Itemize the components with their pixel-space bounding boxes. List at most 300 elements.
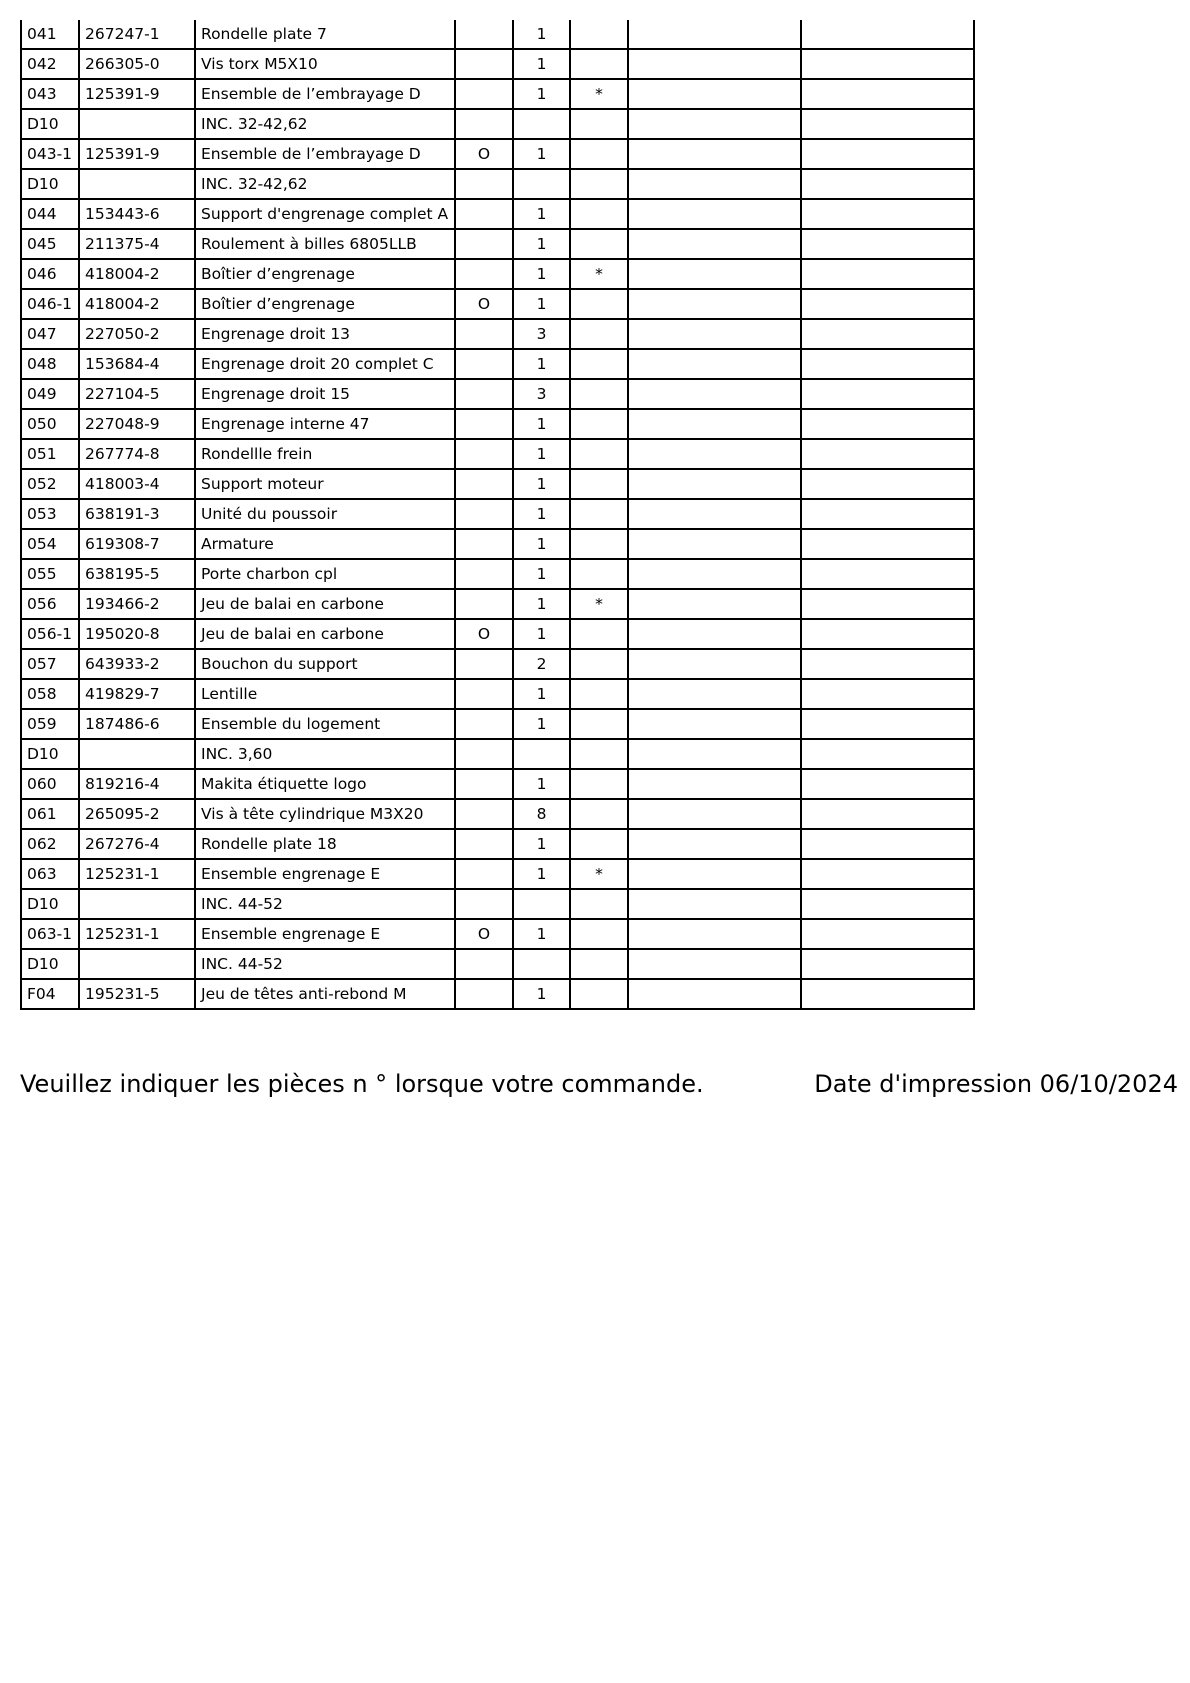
- note-cell: [570, 979, 628, 1009]
- parts-table: [20, 20, 975, 1010]
- option-cell: [455, 409, 513, 439]
- ref-cell: D10: [21, 889, 79, 919]
- ref-cell: 052: [21, 469, 79, 499]
- part-number-cell: 227104-5: [79, 379, 195, 409]
- part-number-cell: 418003-4: [79, 469, 195, 499]
- description-cell: Vis torx M5X10: [195, 49, 455, 79]
- ref-cell: 057: [21, 649, 79, 679]
- note-cell: [570, 139, 628, 169]
- table-row: [21, 709, 974, 739]
- table-row: [21, 799, 974, 829]
- part-number-cell: 619308-7: [79, 529, 195, 559]
- ref-cell: 042: [21, 49, 79, 79]
- quantity-cell: 1: [513, 349, 570, 379]
- option-cell: [455, 769, 513, 799]
- option-cell: [455, 739, 513, 769]
- part-number-cell: 227050-2: [79, 319, 195, 349]
- table-row: [21, 289, 974, 319]
- part-number-cell: 267247-1: [79, 20, 195, 49]
- quantity-cell: [513, 739, 570, 769]
- blank-cell: [628, 679, 801, 709]
- note-cell: [570, 739, 628, 769]
- quantity-cell: 1: [513, 469, 570, 499]
- table-row: [21, 409, 974, 439]
- part-number-cell: 819216-4: [79, 769, 195, 799]
- quantity-cell: 1: [513, 289, 570, 319]
- description-cell: INC. 32-42,62: [195, 169, 455, 199]
- option-cell: [455, 649, 513, 679]
- part-number-cell: 418004-2: [79, 289, 195, 319]
- description-cell: INC. 3,60: [195, 739, 455, 769]
- table-row: [21, 589, 974, 619]
- blank-cell: [801, 259, 974, 289]
- part-number-cell: 153684-4: [79, 349, 195, 379]
- table-row: [21, 919, 974, 949]
- blank-cell: [801, 139, 974, 169]
- blank-cell: [801, 739, 974, 769]
- option-cell: [455, 439, 513, 469]
- table-row: [21, 679, 974, 709]
- part-number-cell: 638195-5: [79, 559, 195, 589]
- table-row: [21, 109, 974, 139]
- quantity-cell: 1: [513, 919, 570, 949]
- option-cell: O: [455, 919, 513, 949]
- part-number-cell: [79, 949, 195, 979]
- option-cell: [455, 169, 513, 199]
- quantity-cell: 1: [513, 829, 570, 859]
- note-cell: *: [570, 259, 628, 289]
- part-number-cell: 195020-8: [79, 619, 195, 649]
- description-cell: INC. 44-52: [195, 949, 455, 979]
- description-cell: Ensemble du logement: [195, 709, 455, 739]
- blank-cell: [628, 949, 801, 979]
- blank-cell: [801, 649, 974, 679]
- description-cell: Roulement à billes 6805LLB: [195, 229, 455, 259]
- blank-cell: [628, 79, 801, 109]
- blank-cell: [628, 889, 801, 919]
- part-number-cell: 125231-1: [79, 859, 195, 889]
- description-cell: INC. 32-42,62: [195, 109, 455, 139]
- description-cell: Jeu de têtes anti-rebond M: [195, 979, 455, 1009]
- table-row: [21, 889, 974, 919]
- note-cell: [570, 229, 628, 259]
- quantity-cell: 1: [513, 229, 570, 259]
- note-cell: [570, 169, 628, 199]
- description-cell: Ensemble engrenage E: [195, 859, 455, 889]
- blank-cell: [628, 589, 801, 619]
- option-cell: [455, 709, 513, 739]
- blank-cell: [801, 589, 974, 619]
- description-cell: Jeu de balai en carbone: [195, 589, 455, 619]
- quantity-cell: [513, 109, 570, 139]
- part-number-cell: 267774-8: [79, 439, 195, 469]
- blank-cell: [801, 679, 974, 709]
- table-row: [21, 469, 974, 499]
- part-number-cell: 419829-7: [79, 679, 195, 709]
- blank-cell: [801, 439, 974, 469]
- blank-cell: [801, 79, 974, 109]
- description-cell: Rondelle plate 18: [195, 829, 455, 859]
- ref-cell: 058: [21, 679, 79, 709]
- note-cell: [570, 349, 628, 379]
- option-cell: [455, 799, 513, 829]
- blank-cell: [628, 979, 801, 1009]
- ref-cell: 063-1: [21, 919, 79, 949]
- blank-cell: [628, 529, 801, 559]
- note-cell: [570, 109, 628, 139]
- part-number-cell: 643933-2: [79, 649, 195, 679]
- part-number-cell: 638191-3: [79, 499, 195, 529]
- ref-cell: 063: [21, 859, 79, 889]
- table-row: [21, 199, 974, 229]
- option-cell: O: [455, 619, 513, 649]
- table-row: [21, 949, 974, 979]
- description-cell: Engrenage droit 20 complet C: [195, 349, 455, 379]
- note-cell: [570, 889, 628, 919]
- blank-cell: [628, 379, 801, 409]
- blank-cell: [628, 349, 801, 379]
- part-number-cell: [79, 169, 195, 199]
- table-row: [21, 829, 974, 859]
- ref-cell: 048: [21, 349, 79, 379]
- note-cell: [570, 20, 628, 49]
- ref-cell: 047: [21, 319, 79, 349]
- quantity-cell: 8: [513, 799, 570, 829]
- description-cell: Porte charbon cpl: [195, 559, 455, 589]
- option-cell: [455, 859, 513, 889]
- ref-cell: 054: [21, 529, 79, 559]
- description-cell: Boîtier d’engrenage: [195, 259, 455, 289]
- ref-cell: 056-1: [21, 619, 79, 649]
- note-cell: [570, 439, 628, 469]
- quantity-cell: [513, 949, 570, 979]
- note-cell: *: [570, 859, 628, 889]
- note-cell: [570, 289, 628, 319]
- ref-cell: 049: [21, 379, 79, 409]
- quantity-cell: 3: [513, 379, 570, 409]
- description-cell: Engrenage interne 47: [195, 409, 455, 439]
- note-cell: [570, 199, 628, 229]
- note-cell: [570, 829, 628, 859]
- table-row: [21, 499, 974, 529]
- option-cell: [455, 319, 513, 349]
- option-cell: [455, 259, 513, 289]
- ref-cell: 045: [21, 229, 79, 259]
- blank-cell: [801, 709, 974, 739]
- quantity-cell: 1: [513, 619, 570, 649]
- description-cell: INC. 44-52: [195, 889, 455, 919]
- blank-cell: [801, 199, 974, 229]
- table-row: [21, 349, 974, 379]
- quantity-cell: 1: [513, 589, 570, 619]
- quantity-cell: 1: [513, 20, 570, 49]
- table-row: [21, 139, 974, 169]
- blank-cell: [628, 439, 801, 469]
- option-cell: [455, 229, 513, 259]
- note-cell: [570, 769, 628, 799]
- note-cell: [570, 559, 628, 589]
- quantity-cell: 1: [513, 199, 570, 229]
- ref-cell: 056: [21, 589, 79, 619]
- part-number-cell: 187486-6: [79, 709, 195, 739]
- description-cell: Bouchon du support: [195, 649, 455, 679]
- note-cell: [570, 679, 628, 709]
- option-cell: [455, 829, 513, 859]
- blank-cell: [801, 409, 974, 439]
- table-row: [21, 739, 974, 769]
- option-cell: [455, 679, 513, 709]
- quantity-cell: 3: [513, 319, 570, 349]
- ref-cell: 051: [21, 439, 79, 469]
- description-cell: Ensemble engrenage E: [195, 919, 455, 949]
- ref-cell: D10: [21, 169, 79, 199]
- blank-cell: [628, 49, 801, 79]
- description-cell: Engrenage droit 15: [195, 379, 455, 409]
- note-cell: [570, 649, 628, 679]
- table-row: [21, 439, 974, 469]
- description-cell: Support moteur: [195, 469, 455, 499]
- option-cell: [455, 589, 513, 619]
- quantity-cell: 1: [513, 79, 570, 109]
- table-row: [21, 379, 974, 409]
- ref-cell: F04: [21, 979, 79, 1009]
- table-row: [21, 319, 974, 349]
- note-cell: [570, 529, 628, 559]
- blank-cell: [628, 319, 801, 349]
- option-cell: [455, 109, 513, 139]
- note-cell: [570, 709, 628, 739]
- option-cell: [455, 889, 513, 919]
- quantity-cell: 1: [513, 709, 570, 739]
- note-cell: *: [570, 589, 628, 619]
- blank-cell: [628, 829, 801, 859]
- part-number-cell: 227048-9: [79, 409, 195, 439]
- part-number-cell: 193466-2: [79, 589, 195, 619]
- quantity-cell: 1: [513, 769, 570, 799]
- description-cell: Lentille: [195, 679, 455, 709]
- ref-cell: D10: [21, 109, 79, 139]
- blank-cell: [628, 859, 801, 889]
- table-row: [21, 559, 974, 589]
- blank-cell: [801, 889, 974, 919]
- note-cell: [570, 919, 628, 949]
- ref-cell: 061: [21, 799, 79, 829]
- blank-cell: [628, 289, 801, 319]
- option-cell: [455, 349, 513, 379]
- note-cell: *: [570, 79, 628, 109]
- blank-cell: [801, 829, 974, 859]
- table-row: [21, 649, 974, 679]
- ref-cell: D10: [21, 739, 79, 769]
- quantity-cell: 1: [513, 439, 570, 469]
- blank-cell: [628, 649, 801, 679]
- blank-cell: [628, 619, 801, 649]
- part-number-cell: 267276-4: [79, 829, 195, 859]
- quantity-cell: [513, 889, 570, 919]
- option-cell: [455, 49, 513, 79]
- quantity-cell: 1: [513, 499, 570, 529]
- ref-cell: 062: [21, 829, 79, 859]
- part-number-cell: 125231-1: [79, 919, 195, 949]
- table-row: [21, 619, 974, 649]
- blank-cell: [628, 469, 801, 499]
- note-cell: [570, 949, 628, 979]
- part-number-cell: 125391-9: [79, 139, 195, 169]
- quantity-cell: 1: [513, 259, 570, 289]
- description-cell: Engrenage droit 13: [195, 319, 455, 349]
- part-number-cell: 153443-6: [79, 199, 195, 229]
- quantity-cell: 1: [513, 559, 570, 589]
- ref-cell: 043: [21, 79, 79, 109]
- blank-cell: [801, 859, 974, 889]
- quantity-cell: 1: [513, 49, 570, 79]
- description-cell: Jeu de balai en carbone: [195, 619, 455, 649]
- blank-cell: [801, 979, 974, 1009]
- table-row: [21, 229, 974, 259]
- table-row: [21, 529, 974, 559]
- table-row: [21, 79, 974, 109]
- table-row: [21, 769, 974, 799]
- blank-cell: [628, 259, 801, 289]
- option-cell: O: [455, 289, 513, 319]
- note-cell: [570, 49, 628, 79]
- part-number-cell: 418004-2: [79, 259, 195, 289]
- blank-cell: [628, 769, 801, 799]
- option-cell: [455, 469, 513, 499]
- option-cell: [455, 379, 513, 409]
- blank-cell: [628, 739, 801, 769]
- option-cell: [455, 20, 513, 49]
- part-number-cell: [79, 109, 195, 139]
- quantity-cell: 1: [513, 409, 570, 439]
- quantity-cell: [513, 169, 570, 199]
- table-row: [21, 859, 974, 889]
- description-cell: Ensemble de l’embrayage D: [195, 139, 455, 169]
- blank-cell: [801, 289, 974, 319]
- ref-cell: 050: [21, 409, 79, 439]
- table-row: [21, 49, 974, 79]
- quantity-cell: 1: [513, 859, 570, 889]
- blank-cell: [801, 529, 974, 559]
- ref-cell: D10: [21, 949, 79, 979]
- note-cell: [570, 379, 628, 409]
- ref-cell: 041: [21, 20, 79, 49]
- blank-cell: [628, 499, 801, 529]
- blank-cell: [628, 229, 801, 259]
- blank-cell: [801, 49, 974, 79]
- note-cell: [570, 799, 628, 829]
- description-cell: Armature: [195, 529, 455, 559]
- blank-cell: [801, 919, 974, 949]
- ref-cell: 044: [21, 199, 79, 229]
- blank-cell: [801, 799, 974, 829]
- part-number-cell: [79, 889, 195, 919]
- option-cell: [455, 979, 513, 1009]
- blank-cell: [628, 20, 801, 49]
- part-number-cell: 211375-4: [79, 229, 195, 259]
- blank-cell: [628, 559, 801, 589]
- part-number-cell: 195231-5: [79, 979, 195, 1009]
- blank-cell: [801, 379, 974, 409]
- quantity-cell: 1: [513, 529, 570, 559]
- parts-table-body: [21, 20, 974, 1009]
- ref-cell: 046-1: [21, 289, 79, 319]
- option-cell: [455, 79, 513, 109]
- quantity-cell: 1: [513, 679, 570, 709]
- blank-cell: [628, 199, 801, 229]
- note-cell: [570, 619, 628, 649]
- note-cell: [570, 499, 628, 529]
- blank-cell: [801, 319, 974, 349]
- description-cell: Rondellle frein: [195, 439, 455, 469]
- blank-cell: [801, 619, 974, 649]
- ref-cell: 055: [21, 559, 79, 589]
- description-cell: Rondelle plate 7: [195, 20, 455, 49]
- blank-cell: [628, 799, 801, 829]
- ref-cell: 053: [21, 499, 79, 529]
- blank-cell: [801, 559, 974, 589]
- description-cell: Boîtier d’engrenage: [195, 289, 455, 319]
- description-cell: Unité du poussoir: [195, 499, 455, 529]
- blank-cell: [628, 139, 801, 169]
- quantity-cell: 1: [513, 979, 570, 1009]
- option-cell: [455, 559, 513, 589]
- ref-cell: 046: [21, 259, 79, 289]
- quantity-cell: 2: [513, 649, 570, 679]
- note-cell: [570, 469, 628, 499]
- blank-cell: [628, 919, 801, 949]
- blank-cell: [628, 709, 801, 739]
- blank-cell: [801, 229, 974, 259]
- option-cell: [455, 499, 513, 529]
- ref-cell: 059: [21, 709, 79, 739]
- blank-cell: [801, 169, 974, 199]
- footer-note: Veuillez indiquer les pièces n ° lorsque votre commande.: [20, 1070, 704, 1098]
- part-number-cell: [79, 739, 195, 769]
- blank-cell: [801, 499, 974, 529]
- print-date: Date d'impression 06/10/2024: [814, 1070, 1178, 1098]
- blank-cell: [801, 769, 974, 799]
- blank-cell: [801, 109, 974, 139]
- option-cell: [455, 529, 513, 559]
- option-cell: [455, 949, 513, 979]
- description-cell: Support d'engrenage complet A: [195, 199, 455, 229]
- blank-cell: [801, 469, 974, 499]
- blank-cell: [801, 349, 974, 379]
- note-cell: [570, 409, 628, 439]
- note-cell: [570, 319, 628, 349]
- blank-cell: [628, 169, 801, 199]
- option-cell: O: [455, 139, 513, 169]
- quantity-cell: 1: [513, 139, 570, 169]
- table-row: [21, 259, 974, 289]
- part-number-cell: 125391-9: [79, 79, 195, 109]
- description-cell: Makita étiquette logo: [195, 769, 455, 799]
- part-number-cell: 265095-2: [79, 799, 195, 829]
- table-row: [21, 979, 974, 1009]
- option-cell: [455, 199, 513, 229]
- ref-cell: 043-1: [21, 139, 79, 169]
- table-row: [21, 20, 974, 49]
- ref-cell: 060: [21, 769, 79, 799]
- description-cell: Vis à tête cylindrique M3X20: [195, 799, 455, 829]
- part-number-cell: 266305-0: [79, 49, 195, 79]
- blank-cell: [628, 109, 801, 139]
- blank-cell: [628, 409, 801, 439]
- table-row: [21, 169, 974, 199]
- description-cell: Ensemble de l’embrayage D: [195, 79, 455, 109]
- blank-cell: [801, 20, 974, 49]
